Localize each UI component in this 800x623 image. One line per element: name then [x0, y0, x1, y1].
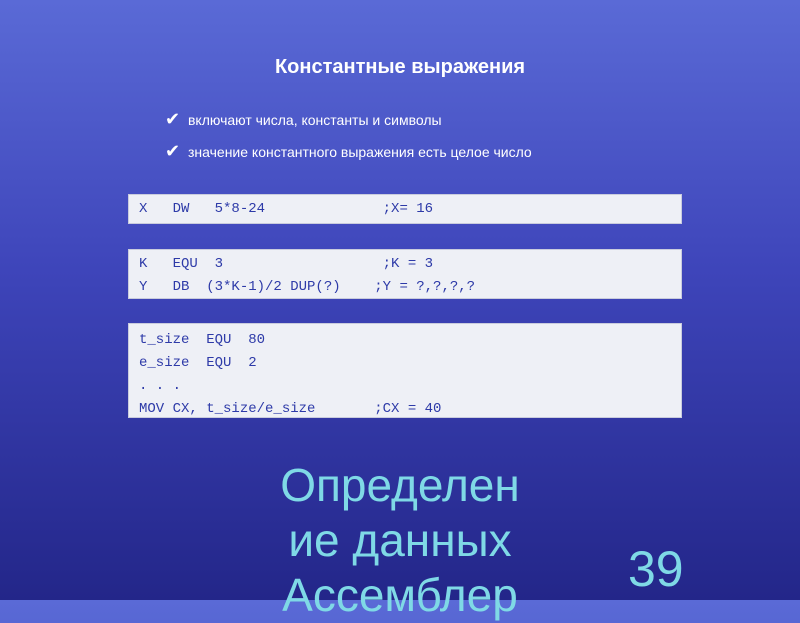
code-block-mov	[128, 323, 682, 418]
code-line: X DW 5*8-24 ;X= 16	[139, 201, 434, 217]
slide-title-line: Ассемблер	[282, 569, 518, 621]
bullet-list	[165, 108, 532, 172]
code-line: . . .	[139, 378, 182, 394]
bullet-item	[165, 140, 532, 172]
code-block-dw	[128, 194, 682, 224]
slide-title-line: ие данных	[288, 514, 512, 566]
code-block-equ	[128, 249, 682, 299]
checkmark-icon: ✔	[165, 109, 181, 129]
code-line: e_size EQU 2	[139, 355, 257, 371]
slide-heading: Константные выражения	[274, 56, 526, 78]
slide-title-line: Определен	[280, 459, 520, 511]
bullet-text: включают числа, константы и символы	[187, 112, 442, 128]
page-number: 39	[628, 541, 684, 597]
checkmark-icon: ✔	[165, 141, 181, 161]
code-line: t_size EQU 80	[139, 332, 266, 348]
bullet-item	[165, 108, 532, 140]
code-line: Y DB (3*K-1)/2 DUP(?) ;Y = ?,?,?,?	[139, 279, 476, 295]
code-line: MOV CX, t_size/e_size ;CX = 40	[139, 401, 442, 417]
bullet-text: значение константного выражения есть целое число	[187, 144, 532, 160]
code-line: K EQU 3 ;K = 3	[139, 256, 434, 272]
